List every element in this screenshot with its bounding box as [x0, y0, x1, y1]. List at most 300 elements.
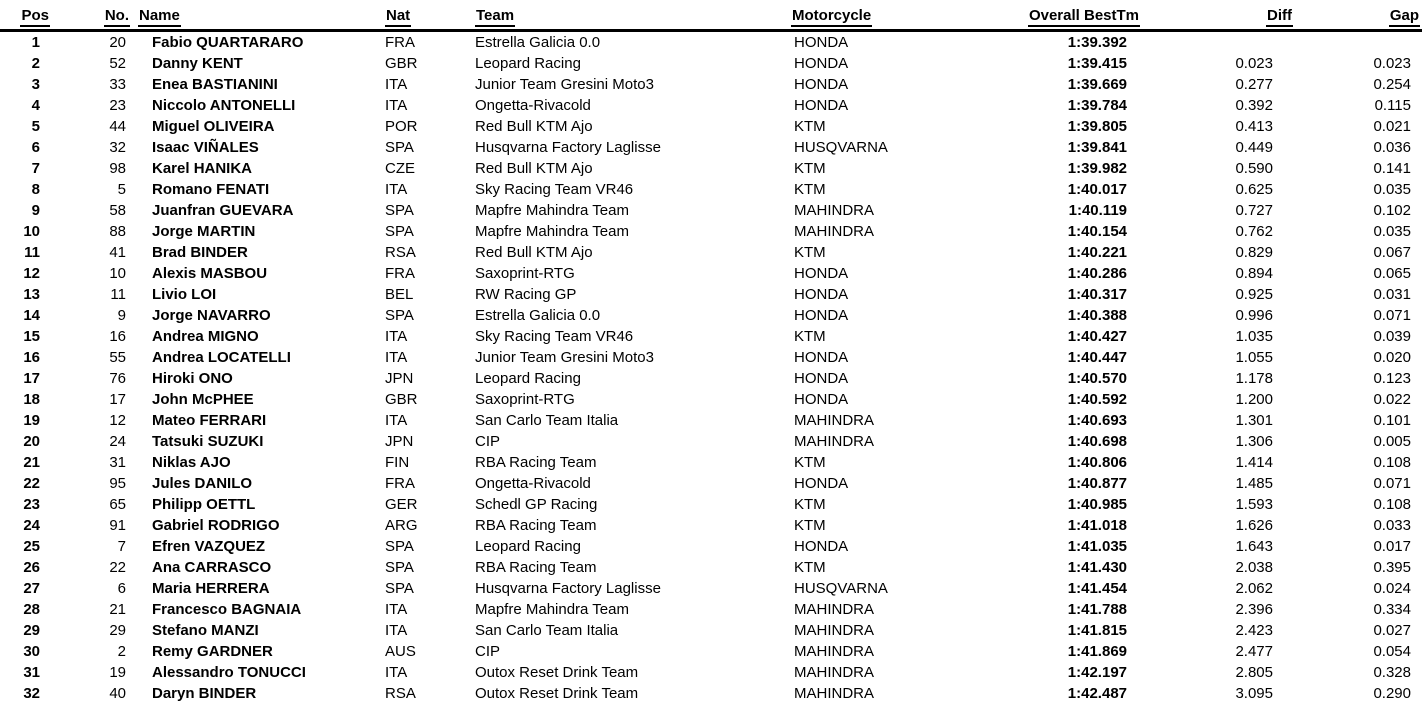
header-team: Team: [473, 7, 790, 31]
results-table: [0, 7, 1422, 704]
cell-gap: 0.290: [1373, 685, 1411, 702]
cell-nat: ITA: [385, 349, 408, 366]
table-row: [0, 641, 1422, 662]
cell-motorcycle: KTM: [794, 181, 826, 198]
cell-best: 1:40.221: [1067, 244, 1127, 261]
cell-best: 1:42.487: [1067, 685, 1127, 702]
cell-diff: 1.643: [1235, 538, 1273, 555]
cell-motorcycle: MAHINDRA: [794, 223, 875, 240]
cell-motorcycle: HONDA: [794, 349, 849, 366]
cell-team: RBA Racing Team: [475, 559, 597, 576]
cell-nat: BEL: [385, 286, 414, 303]
cell-motorcycle: MAHINDRA: [794, 412, 875, 429]
cell-nat: ITA: [385, 664, 408, 681]
cell-nat: JPN: [385, 433, 414, 450]
cell-diff: 1.626: [1235, 517, 1273, 534]
cell-team: Red Bull KTM Ajo: [475, 160, 593, 177]
cell-diff: 1.200: [1235, 391, 1273, 408]
cell-no: 7: [117, 538, 126, 555]
cell-diff: 0.277: [1235, 76, 1273, 93]
cell-no: 44: [109, 118, 126, 135]
table-row: [0, 515, 1422, 536]
cell-best: 1:40.570: [1067, 370, 1127, 387]
cell-motorcycle: HUSQVARNA: [794, 139, 888, 156]
table-row: [0, 410, 1422, 431]
cell-motorcycle: HONDA: [794, 538, 849, 555]
cell-no: 17: [109, 391, 126, 408]
cell-best: 1:41.018: [1067, 517, 1127, 534]
cell-team: Mapfre Mahindra Team: [475, 601, 629, 618]
cell-motorcycle: MAHINDRA: [794, 601, 875, 618]
header-no: No.: [50, 7, 130, 31]
cell-nat: GBR: [385, 391, 418, 408]
cell-gap: 0.024: [1373, 580, 1411, 597]
cell-name: Tatsuki SUZUKI: [152, 433, 264, 450]
cell-team: Outox Reset Drink Team: [475, 685, 639, 702]
cell-best: 1:41.454: [1067, 580, 1127, 597]
header-row: [0, 7, 1422, 31]
cell-pos: 15: [23, 328, 40, 345]
cell-nat: SPA: [385, 307, 414, 324]
cell-no: 98: [109, 160, 126, 177]
cell-best: 1:41.788: [1067, 601, 1127, 618]
cell-pos: 29: [23, 622, 40, 639]
cell-gap: 0.027: [1373, 622, 1411, 639]
cell-pos: 5: [31, 118, 40, 135]
cell-nat: FRA: [385, 34, 415, 51]
cell-best: 1:41.815: [1067, 622, 1127, 639]
cell-no: 88: [109, 223, 126, 240]
cell-team: Saxoprint-RTG: [475, 265, 575, 282]
table-row: [0, 473, 1422, 494]
cell-motorcycle: KTM: [794, 118, 826, 135]
cell-motorcycle: MAHINDRA: [794, 202, 875, 219]
cell-diff: 2.423: [1235, 622, 1273, 639]
cell-diff: 1.035: [1235, 328, 1273, 345]
cell-no: 33: [109, 76, 126, 93]
cell-diff: 0.727: [1235, 202, 1273, 219]
cell-diff: 0.925: [1235, 286, 1273, 303]
cell-best: 1:40.985: [1067, 496, 1127, 513]
cell-no: 20: [109, 34, 126, 51]
cell-best: 1:40.154: [1067, 223, 1127, 240]
cell-diff: 0.996: [1235, 307, 1273, 324]
cell-name: Philipp OETTL: [152, 496, 256, 513]
cell-gap: 0.101: [1373, 412, 1411, 429]
cell-best: 1:40.447: [1067, 349, 1127, 366]
cell-pos: 26: [23, 559, 40, 576]
cell-name: Niccolo ANTONELLI: [152, 97, 296, 114]
cell-diff: 1.055: [1235, 349, 1273, 366]
cell-motorcycle: KTM: [794, 559, 826, 576]
cell-pos: 17: [23, 370, 40, 387]
cell-pos: 19: [23, 412, 40, 429]
cell-gap: 0.021: [1373, 118, 1411, 135]
cell-nat: ITA: [385, 97, 408, 114]
cell-gap: 0.123: [1373, 370, 1411, 387]
cell-motorcycle: MAHINDRA: [794, 685, 875, 702]
cell-nat: JPN: [385, 370, 414, 387]
cell-team: Husqvarna Factory Laglisse: [475, 580, 661, 597]
cell-name: Niklas AJO: [152, 454, 231, 471]
cell-diff: 0.590: [1235, 160, 1273, 177]
cell-nat: ITA: [385, 412, 408, 429]
table-row: [0, 452, 1422, 473]
cell-no: 2: [117, 643, 126, 660]
cell-team: Mapfre Mahindra Team: [475, 202, 629, 219]
cell-nat: SPA: [385, 538, 414, 555]
cell-best: 1:41.869: [1067, 643, 1127, 660]
cell-pos: 3: [31, 76, 40, 93]
cell-motorcycle: MAHINDRA: [794, 622, 875, 639]
table-row: [0, 536, 1422, 557]
cell-name: Andrea MIGNO: [152, 328, 259, 345]
table-row: [0, 116, 1422, 137]
header-name: Name: [130, 7, 383, 31]
cell-pos: 8: [31, 181, 40, 198]
cell-diff: 0.449: [1235, 139, 1273, 156]
cell-diff: 1.301: [1235, 412, 1273, 429]
cell-motorcycle: HONDA: [794, 97, 849, 114]
cell-no: 32: [109, 139, 126, 156]
cell-best: 1:39.415: [1067, 55, 1127, 72]
cell-pos: 9: [31, 202, 40, 219]
table-row: [0, 368, 1422, 389]
cell-name: Daryn BINDER: [152, 685, 257, 702]
cell-no: 91: [109, 517, 126, 534]
cell-name: Andrea LOCATELLI: [152, 349, 291, 366]
cell-best: 1:40.693: [1067, 412, 1127, 429]
header-overall-besttm: Overall BestTm: [1010, 7, 1140, 31]
cell-name: Jorge NAVARRO: [152, 307, 271, 324]
cell-diff: 1.485: [1235, 475, 1273, 492]
cell-diff: 2.038: [1235, 559, 1273, 576]
cell-motorcycle: HONDA: [794, 307, 849, 324]
cell-team: Estrella Galicia 0.0: [475, 34, 601, 51]
cell-gap: 0.054: [1373, 643, 1411, 660]
table-row: [0, 431, 1422, 452]
cell-gap: 0.254: [1373, 76, 1411, 93]
cell-nat: SPA: [385, 559, 414, 576]
cell-no: 19: [109, 664, 126, 681]
cell-nat: ITA: [385, 601, 408, 618]
cell-best: 1:40.592: [1067, 391, 1127, 408]
cell-team: Husqvarna Factory Laglisse: [475, 139, 661, 156]
cell-best: 1:39.841: [1067, 139, 1127, 156]
cell-nat: CZE: [385, 160, 415, 177]
cell-nat: SPA: [385, 139, 414, 156]
cell-best: 1:39.392: [1067, 34, 1127, 51]
cell-best: 1:40.017: [1067, 181, 1127, 198]
cell-motorcycle: MAHINDRA: [794, 643, 875, 660]
cell-best: 1:39.784: [1067, 97, 1127, 114]
cell-best: 1:40.388: [1067, 307, 1127, 324]
table-row: [0, 305, 1422, 326]
cell-gap: 0.071: [1373, 307, 1411, 324]
cell-pos: 12: [23, 265, 40, 282]
cell-gap: 0.071: [1373, 475, 1411, 492]
cell-gap: 0.065: [1373, 265, 1411, 282]
cell-gap: 0.328: [1373, 664, 1411, 681]
table-row: [0, 53, 1422, 74]
cell-pos: 28: [23, 601, 40, 618]
cell-motorcycle: HONDA: [794, 286, 849, 303]
cell-team: Leopard Racing: [475, 538, 581, 555]
cell-no: 22: [109, 559, 126, 576]
cell-name: Romano FENATI: [152, 181, 270, 198]
table-row: [0, 31, 1422, 54]
cell-nat: POR: [385, 118, 418, 135]
cell-gap: 0.108: [1373, 496, 1411, 513]
cell-team: Mapfre Mahindra Team: [475, 223, 629, 240]
cell-motorcycle: KTM: [794, 160, 826, 177]
header-gap: Gap: [1297, 7, 1422, 31]
table-row: [0, 137, 1422, 158]
cell-nat: ITA: [385, 622, 408, 639]
cell-name: Gabriel RODRIGO: [152, 517, 280, 534]
cell-pos: 4: [31, 97, 40, 114]
cell-no: 31: [109, 454, 126, 471]
cell-pos: 20: [23, 433, 40, 450]
cell-name: Alexis MASBOU: [152, 265, 268, 282]
cell-pos: 24: [23, 517, 40, 534]
cell-name: Ana CARRASCO: [152, 559, 272, 576]
cell-pos: 14: [23, 307, 40, 324]
results-header: [0, 7, 1422, 31]
cell-no: 6: [117, 580, 126, 597]
cell-gap: 0.022: [1373, 391, 1411, 408]
table-row: [0, 263, 1422, 284]
cell-pos: 13: [23, 286, 40, 303]
cell-team: Junior Team Gresini Moto3: [475, 76, 654, 93]
cell-team: Junior Team Gresini Moto3: [475, 349, 654, 366]
cell-nat: SPA: [385, 202, 414, 219]
cell-pos: 22: [23, 475, 40, 492]
cell-name: Jules DANILO: [152, 475, 253, 492]
cell-no: 55: [109, 349, 126, 366]
cell-gap: 0.005: [1373, 433, 1411, 450]
cell-team: CIP: [475, 433, 501, 450]
cell-no: 40: [109, 685, 126, 702]
table-row: [0, 221, 1422, 242]
cell-pos: 6: [31, 139, 40, 156]
cell-name: Hiroki ONO: [152, 370, 233, 387]
cell-name: Brad BINDER: [152, 244, 248, 261]
cell-no: 29: [109, 622, 126, 639]
cell-best: 1:39.982: [1067, 160, 1127, 177]
cell-diff: 0.023: [1235, 55, 1273, 72]
cell-team: Red Bull KTM Ajo: [475, 244, 593, 261]
cell-name: Remy GARDNER: [152, 643, 273, 660]
cell-best: 1:39.805: [1067, 118, 1127, 135]
header-nat: Nat: [383, 7, 473, 31]
cell-diff: 1.178: [1235, 370, 1273, 387]
cell-gap: 0.035: [1373, 223, 1411, 240]
cell-no: 11: [110, 286, 126, 303]
cell-gap: 0.108: [1373, 454, 1411, 471]
cell-nat: RSA: [385, 685, 416, 702]
cell-team: Schedl GP Racing: [475, 496, 598, 513]
cell-no: 95: [109, 475, 126, 492]
cell-pos: 10: [23, 223, 40, 240]
cell-pos: 16: [23, 349, 40, 366]
cell-best: 1:41.035: [1067, 538, 1127, 555]
cell-no: 21: [109, 601, 126, 618]
cell-no: 9: [117, 307, 126, 324]
cell-name: Enea BASTIANINI: [152, 76, 278, 93]
cell-pos: 11: [24, 244, 40, 261]
cell-no: 41: [109, 244, 126, 261]
cell-team: San Carlo Team Italia: [475, 412, 619, 429]
cell-nat: RSA: [385, 244, 416, 261]
cell-team: Sky Racing Team VR46: [475, 181, 634, 198]
cell-no: 10: [109, 265, 126, 282]
cell-no: 76: [109, 370, 126, 387]
table-row: [0, 200, 1422, 221]
cell-name: Efren VAZQUEZ: [152, 538, 266, 555]
cell-gap: 0.102: [1373, 202, 1411, 219]
cell-motorcycle: KTM: [794, 328, 826, 345]
cell-diff: [1140, 31, 1297, 54]
cell-name: Maria HERRERA: [152, 580, 270, 597]
cell-diff: 2.477: [1235, 643, 1273, 660]
cell-motorcycle: KTM: [794, 517, 826, 534]
cell-name: Juanfran GUEVARA: [152, 202, 294, 219]
cell-diff: 0.829: [1235, 244, 1273, 261]
cell-pos: 31: [23, 664, 40, 681]
cell-team: Saxoprint-RTG: [475, 391, 575, 408]
cell-pos: 32: [23, 685, 40, 702]
cell-name: Fabio QUARTARARO: [152, 34, 304, 51]
cell-team: RW Racing GP: [475, 286, 577, 303]
table-row: [0, 242, 1422, 263]
table-row: [0, 662, 1422, 683]
cell-best: 1:40.877: [1067, 475, 1127, 492]
cell-no: 58: [109, 202, 126, 219]
cell-team: Red Bull KTM Ajo: [475, 118, 593, 135]
cell-diff: 0.392: [1235, 97, 1273, 114]
cell-motorcycle: MAHINDRA: [794, 664, 875, 681]
cell-gap: 0.031: [1373, 286, 1411, 303]
cell-pos: 21: [23, 454, 40, 471]
cell-nat: FRA: [385, 265, 415, 282]
cell-diff: 3.095: [1235, 685, 1273, 702]
cell-nat: ITA: [385, 76, 408, 93]
cell-no: 24: [109, 433, 126, 450]
cell-best: 1:40.286: [1067, 265, 1127, 282]
cell-team: San Carlo Team Italia: [475, 622, 619, 639]
table-row: [0, 284, 1422, 305]
cell-best: 1:42.197: [1067, 664, 1127, 681]
cell-gap: 0.334: [1373, 601, 1411, 618]
cell-pos: 30: [23, 643, 40, 660]
cell-diff: 0.625: [1235, 181, 1273, 198]
cell-pos: 1: [31, 34, 40, 51]
table-row: [0, 683, 1422, 704]
cell-best: 1:41.430: [1067, 559, 1127, 576]
table-row: [0, 74, 1422, 95]
cell-gap: 0.395: [1373, 559, 1411, 576]
cell-best: 1:40.806: [1067, 454, 1127, 471]
cell-diff: 1.593: [1235, 496, 1273, 513]
cell-diff: 0.413: [1235, 118, 1273, 135]
cell-motorcycle: KTM: [794, 244, 826, 261]
table-row: [0, 620, 1422, 641]
cell-diff: 0.762: [1235, 223, 1273, 240]
cell-team: Leopard Racing: [475, 370, 581, 387]
cell-motorcycle: KTM: [794, 454, 826, 471]
cell-gap: 0.017: [1373, 538, 1411, 555]
table-row: [0, 179, 1422, 200]
cell-nat: FIN: [385, 454, 410, 471]
cell-gap: 0.035: [1373, 181, 1411, 198]
cell-team: Estrella Galicia 0.0: [475, 307, 601, 324]
cell-name: Isaac VIÑALES: [152, 139, 259, 156]
cell-gap: [1297, 31, 1422, 54]
cell-team: Leopard Racing: [475, 55, 581, 72]
cell-no: 52: [109, 55, 126, 72]
cell-name: Livio LOI: [152, 286, 217, 303]
cell-nat: SPA: [385, 223, 414, 240]
cell-nat: GER: [385, 496, 418, 513]
cell-pos: 23: [23, 496, 40, 513]
cell-pos: 25: [23, 538, 40, 555]
cell-nat: GBR: [385, 55, 418, 72]
table-row: [0, 95, 1422, 116]
cell-gap: 0.020: [1373, 349, 1411, 366]
cell-no: 5: [117, 181, 126, 198]
cell-motorcycle: HONDA: [794, 34, 849, 51]
table-row: [0, 158, 1422, 179]
cell-name: Stefano MANZI: [152, 622, 259, 639]
cell-gap: 0.036: [1373, 139, 1411, 156]
cell-gap: 0.141: [1373, 160, 1411, 177]
cell-diff: 1.306: [1235, 433, 1273, 450]
cell-motorcycle: HONDA: [794, 76, 849, 93]
cell-nat: ITA: [385, 181, 408, 198]
cell-motorcycle: HONDA: [794, 391, 849, 408]
cell-best: 1:39.669: [1067, 76, 1127, 93]
cell-name: Alessandro TONUCCI: [152, 664, 306, 681]
cell-nat: AUS: [385, 643, 416, 660]
cell-motorcycle: HONDA: [794, 265, 849, 282]
cell-motorcycle: HUSQVARNA: [794, 580, 888, 597]
cell-motorcycle: HONDA: [794, 55, 849, 72]
cell-team: Outox Reset Drink Team: [475, 664, 639, 681]
cell-motorcycle: HONDA: [794, 370, 849, 387]
cell-gap: 0.067: [1373, 244, 1411, 261]
cell-no: 65: [109, 496, 126, 513]
cell-name: Francesco BAGNAIA: [152, 601, 302, 618]
cell-motorcycle: HONDA: [794, 475, 849, 492]
cell-diff: 2.062: [1235, 580, 1273, 597]
header-diff: Diff: [1140, 7, 1297, 31]
table-row: [0, 557, 1422, 578]
cell-name: John McPHEE: [152, 391, 254, 408]
cell-gap: 0.115: [1374, 97, 1411, 114]
cell-team: CIP: [475, 643, 501, 660]
table-row: [0, 326, 1422, 347]
cell-no: 16: [109, 328, 126, 345]
cell-team: Sky Racing Team VR46: [475, 328, 634, 345]
cell-name: Mateo FERRARI: [152, 412, 267, 429]
cell-pos: 7: [31, 160, 40, 177]
cell-diff: 2.396: [1235, 601, 1273, 618]
table-row: [0, 389, 1422, 410]
cell-name: Miguel OLIVEIRA: [152, 118, 275, 135]
cell-no: 23: [109, 97, 126, 114]
cell-nat: ARG: [385, 517, 418, 534]
